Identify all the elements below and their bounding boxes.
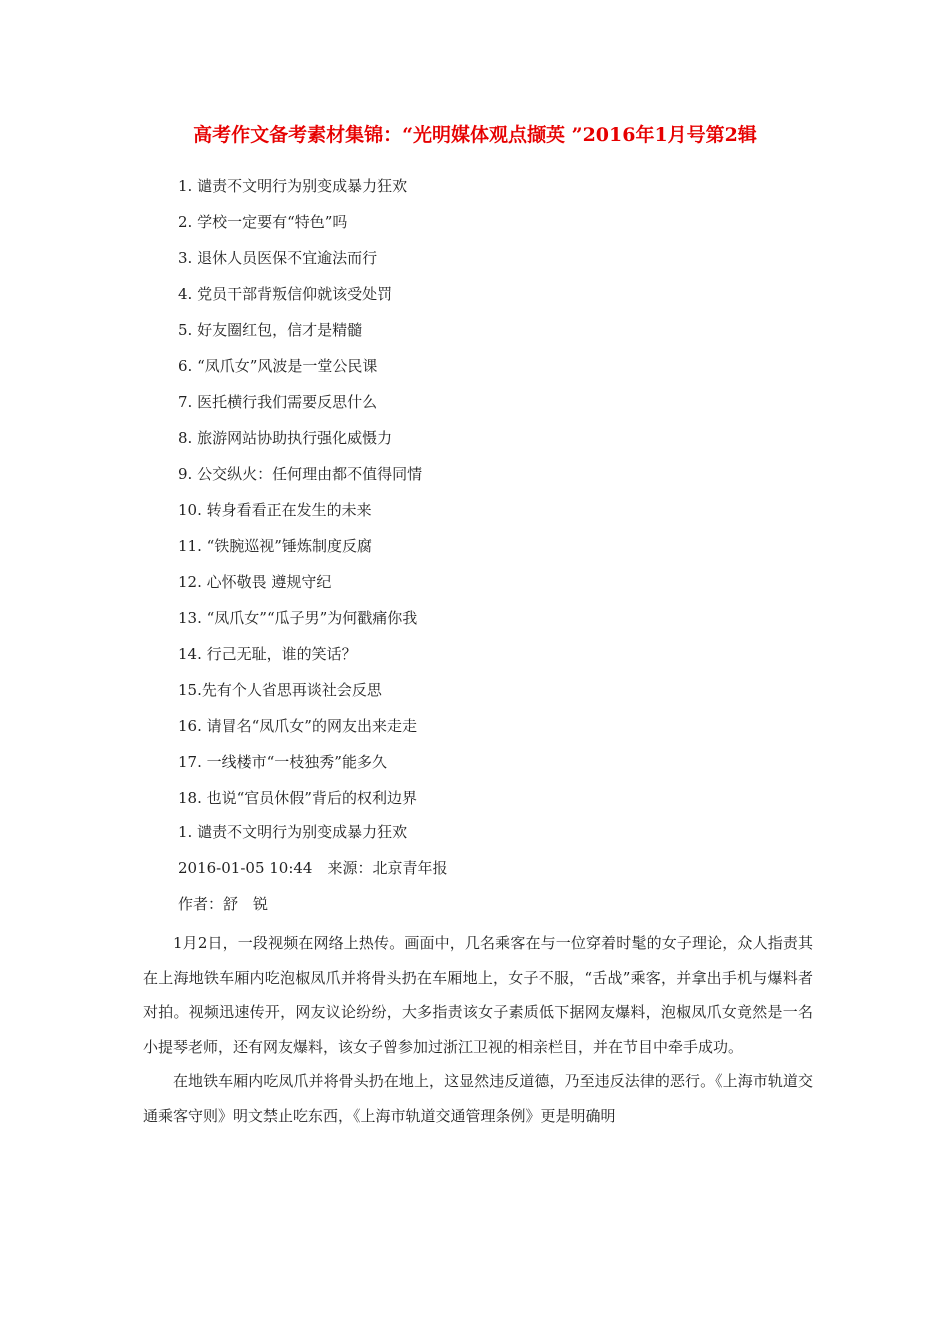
article-author: 作者：舒 锐 <box>178 895 269 913</box>
toc-item: 2. 学校一定要有“特色”吗 <box>178 213 348 231</box>
toc-item: 3. 退休人员医保不宜逾法而行 <box>178 249 378 267</box>
article-header <box>178 818 447 926</box>
toc-item: 12. 心怀敬畏 遵规守纪 <box>178 573 332 591</box>
toc-item: 7. 医托横行我们需要反思什么 <box>178 393 378 411</box>
article-heading: 1. 谴责不文明行为别变成暴力狂欢 <box>178 823 408 841</box>
article-body <box>143 926 813 1133</box>
toc-item: 5. 好友圈红包，信才是精髓 <box>178 321 363 339</box>
toc-item: 18. 也说“官员休假”背后的权利边界 <box>178 789 417 807</box>
table-of-contents <box>178 172 422 820</box>
toc-item: 17. 一线楼市“一枝独秀”能多久 <box>178 753 387 771</box>
toc-item: 14. 行己无耻，谁的笑话？ <box>178 645 357 663</box>
toc-item: 8. 旅游网站协助执行强化威慑力 <box>178 429 393 447</box>
document-title: 高考作文备考素材集锦：“光明媒体观点撷英 ”2016年1月号第2辑 <box>193 124 757 146</box>
toc-item: 13. “凤爪女”“瓜子男”为何戳痛你我 <box>178 609 418 627</box>
article-paragraph: 1月2日，一段视频在网络上热传。画面中，几名乘客在与一位穿着时髦的女子理论，众人指责其在上海地铁车厢内吃泡椒凤爪并将骨头扔在车厢地上，女子不服，“舌战”乘客，并拿出手机与爆料者对拍。视频迅速传开，网友议论纷纷，大多指责该女子素质低下据网友爆料，泡椒凤爪女竟然是一名小提琴老师，还有网友爆料，该女子曾参加过浙江卫视的相亲栏目，并在节目中牵手成功。 <box>143 934 813 1056</box>
toc-item: 15.先有个人省思再谈社会反思 <box>178 681 382 699</box>
toc-item: 6. “凤爪女”风波是一堂公民课 <box>178 357 378 375</box>
article-meta: 2016-01-05 10:44 来源：北京青年报 <box>178 859 448 877</box>
article-paragraph: 在地铁车厢内吃凤爪并将骨头扔在地上，这显然违反道德，乃至违反法律的恶行。《上海市轨道交通乘客守则》明文禁止吃东西，《上海市轨道交通管理条例》更是明确明 <box>143 1072 813 1125</box>
toc-item: 4. 党员干部背叛信仰就该受处罚 <box>178 285 393 303</box>
toc-item: 10. 转身看看正在发生的未来 <box>178 501 372 519</box>
toc-item: 1. 谴责不文明行为别变成暴力狂欢 <box>178 177 408 195</box>
toc-item: 16. 请冒名“凤爪女”的网友出来走走 <box>178 717 417 735</box>
toc-item: 9. 公交纵火：任何理由都不值得同情 <box>178 465 423 483</box>
toc-item: 11. “铁腕巡视”锤炼制度反腐 <box>178 537 372 555</box>
